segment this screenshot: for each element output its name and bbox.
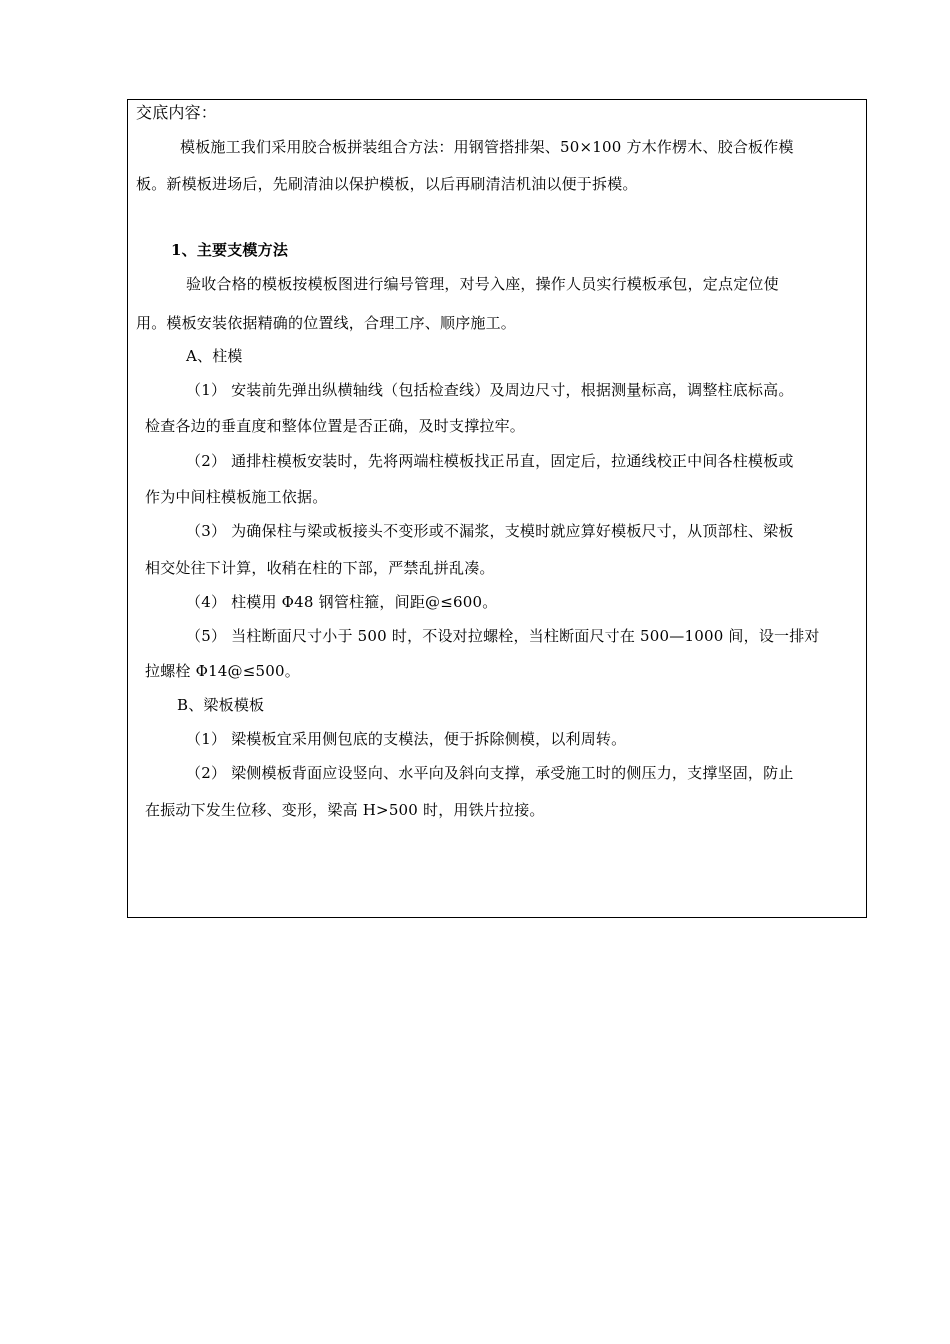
column-item-3-line-2: 相交处往下计算，收稍在柱的下部，严禁乱拼乱凑。 <box>145 559 495 577</box>
column-item-2-line-2: 作为中间柱模板施工依据。 <box>145 488 328 506</box>
column-item-3-line-1: （3） 为确保柱与梁或板接头不变形或不漏浆，支模时就应算好模板尺寸，从顶部柱、梁板 <box>186 522 794 540</box>
column-item-2-line-1: （2） 通排柱模板安装时，先将两端柱模板找正吊直，固定后，拉通线校正中间各柱模板或 <box>186 452 794 470</box>
section-header: 交底内容： <box>136 103 218 122</box>
intro-line-2: 板。新模板进场后，先刷清油以保护模板，以后再刷清洁机油以便于拆模。 <box>136 175 638 193</box>
subheading-column-formwork: A、柱模 <box>186 347 243 365</box>
column-item-5-line-1: （5） 当柱断面尺寸小于 500 时，不设对拉螺栓，当柱断面尺寸在 500—1000 间，设一排对 <box>186 627 820 645</box>
subheading-beam-slab-formwork: B、梁板模板 <box>177 696 265 714</box>
method-line-2: 用。模板安装依据精确的位置线，合理工序、顺序施工。 <box>136 314 517 332</box>
column-item-5-line-2: 拉螺栓 Φ14@≤500。 <box>145 662 300 680</box>
column-item-1-line-2: 检查各边的垂直度和整体位置是否正确，及时支撑拉牢。 <box>145 417 526 435</box>
intro-line-1: 模板施工我们采用胶合板拼装组合方法：用钢管搭排架、50×100 方木作楞木、胶合板作模 <box>180 138 794 156</box>
column-item-4: （4） 柱模用 Φ48 钢管柱箍，间距@≤600。 <box>186 593 498 611</box>
beam-item-1: （1） 梁模板宜采用侧包底的支模法，便于拆除侧模，以利周转。 <box>186 730 627 748</box>
column-item-1-line-1: （1） 安装前先弹出纵横轴线（包括检查线）及周边尺寸，根据测量标高，调整柱底标高。 <box>186 381 794 399</box>
method-line-1: 验收合格的模板按模板图进行编号管理，对号入座，操作人员实行模板承包，定点定位使 <box>186 275 779 293</box>
content-table-cell <box>127 99 867 918</box>
beam-item-2-line-1: （2） 梁侧模板背面应设竖向、水平向及斜向支撑，承受施工时的侧压力，支撑坚固，防止 <box>186 764 794 782</box>
heading-main-method: 1、主要支模方法 <box>171 241 289 259</box>
beam-item-2-line-2: 在振动下发生位移、变形，梁高 H>500 时，用铁片拉接。 <box>145 801 545 819</box>
